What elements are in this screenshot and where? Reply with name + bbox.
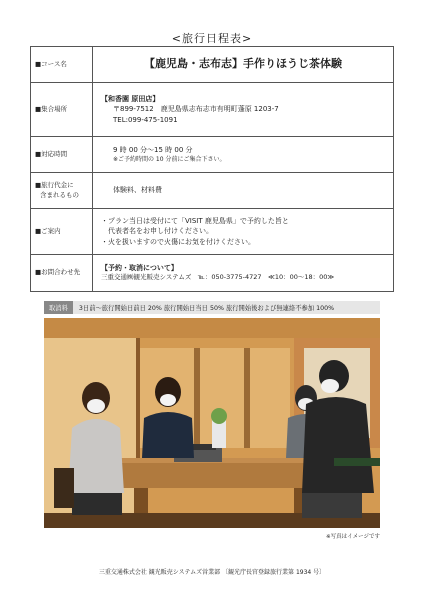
photo-note: ※写真はイメージです: [326, 534, 380, 540]
contact-value: [93, 255, 393, 291]
price-included: 体験料、材料費: [113, 186, 162, 195]
info-line2: 代表者名をお申し付けください。: [108, 227, 213, 236]
course-label: ■コース名: [31, 47, 93, 82]
info-value: [93, 209, 393, 254]
info-line3: ・火を扱いますので火傷にお気を付けください。: [101, 237, 255, 246]
itinerary-table: [30, 46, 394, 292]
info-row: [31, 209, 393, 255]
price-label-line2: 含まれるもの: [40, 190, 79, 199]
meeting-place: 【和香園 原田店】: [101, 94, 160, 103]
price-label: [31, 173, 93, 208]
course-row: [31, 47, 393, 83]
experience-photo: [44, 318, 380, 528]
cancellation-fee-tag: 取消料: [44, 301, 73, 314]
info-line1: ・プラン当日は受付にて「VISIT 鹿児島県」で予約した旨と: [101, 216, 289, 225]
footer-company-registration: 三重交通株式会社 観光販売システムズ営業部 〔観光庁長官登録旅行業第 1934 号〕: [98, 569, 326, 576]
page-title: <旅行日程表>: [171, 32, 253, 45]
info-label: ■ご案内: [31, 209, 93, 254]
price-label-line1: ■旅行代金に: [35, 180, 74, 189]
contact-heading: 【予約・取消について】: [101, 263, 178, 272]
time-label: ■対応時間: [31, 137, 93, 172]
cancellation-fee-bar: [44, 301, 380, 314]
experience-photo-illustration: [44, 318, 380, 528]
meeting-address: 〒899-7512 鹿児島県志布志市有明町蓬原 1203-7: [113, 105, 279, 114]
meeting-row: [31, 83, 393, 137]
time-note: ※ご予約時間の 10 分前にご集合下さい。: [113, 156, 226, 164]
time-hours: 9 時 00 分～15 時 00 分: [113, 145, 193, 154]
meeting-value: [93, 83, 393, 136]
contact-detail: 三重交通㈱観光販売システムズ ℡：050-3775-4727 ≪10：00～18：00≫: [101, 273, 335, 282]
time-row: [31, 137, 393, 173]
price-value: [93, 173, 393, 208]
contact-row: [31, 255, 393, 291]
contact-label: ■お問合わせ先: [31, 255, 93, 291]
meeting-label: ■集合場所: [31, 83, 93, 136]
time-value: [93, 137, 393, 172]
price-row: [31, 173, 393, 209]
course-name: 【鹿児島・志布志】手作りほうじ茶体験: [144, 57, 342, 71]
meeting-tel: TEL:099-475-1091: [113, 115, 178, 124]
cancellation-fee-text: 3日前～旅行開始日前日 20% 旅行開始日当日 50% 旅行開始後および無連絡不参加 100%: [78, 305, 335, 312]
